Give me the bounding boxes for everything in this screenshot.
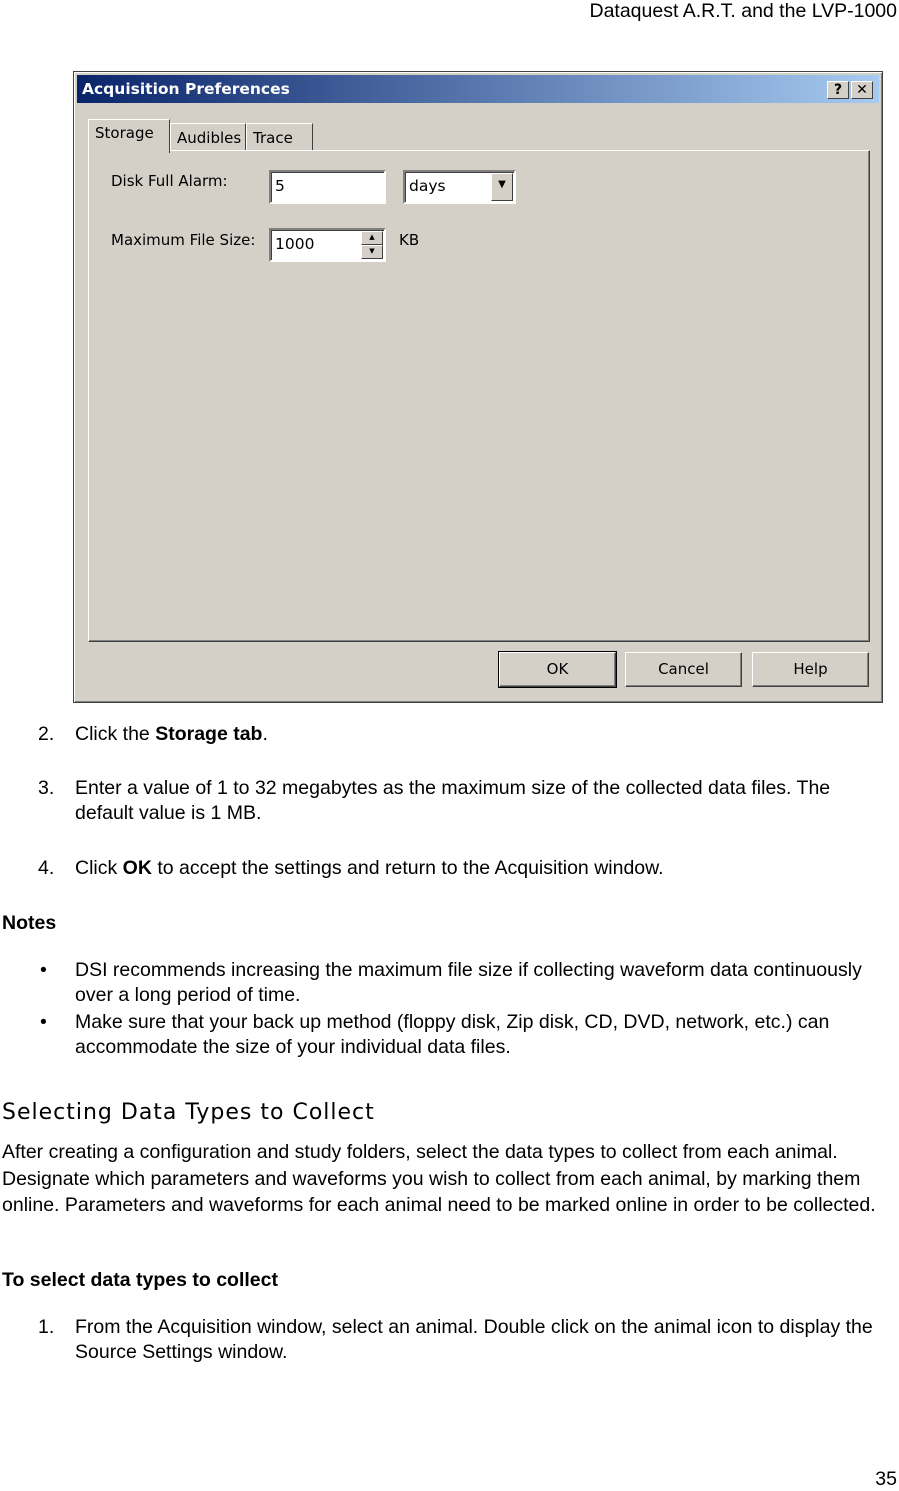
step-text-bold: Storage tab <box>155 723 263 745</box>
chevron-down-icon[interactable]: ▼ <box>491 173 513 201</box>
page-number: 35 <box>875 1468 897 1490</box>
help-button[interactable]: Help <box>752 652 869 687</box>
storage-panel <box>88 150 870 642</box>
spin-down-icon[interactable]: ▼ <box>361 245 383 259</box>
dialog-title: Acquisition Preferences <box>82 80 290 98</box>
tab-audibles[interactable]: Audibles <box>170 123 246 151</box>
acquisition-preferences-dialog <box>73 71 883 703</box>
step-number: 2. <box>38 723 55 745</box>
spin-control[interactable] <box>361 231 383 259</box>
step-text-post: . <box>262 723 268 745</box>
step-text: Enter a value of 1 to 32 megabytes as the maximum size of the collected data files. The default value is 1 MB. <box>75 777 831 824</box>
bullet-icon: • <box>40 959 47 981</box>
disk-full-alarm-unit-select[interactable] <box>403 170 516 204</box>
spin-up-icon[interactable]: ▲ <box>361 231 383 245</box>
dialog-titlebar <box>77 75 879 103</box>
step-text-pre: Click the <box>75 723 156 745</box>
step-text-pre: Click <box>75 857 123 879</box>
note-text: DSI recommends increasing the maximum file size if collecting waveform data continuously over a long period of time. <box>75 959 862 1006</box>
step-text-post: to accept the settings and return to the Acquisition window. <box>151 857 664 879</box>
bullet-icon: • <box>40 1011 47 1033</box>
step-number: 4. <box>38 857 55 879</box>
cancel-button[interactable]: Cancel <box>625 652 742 687</box>
tab-storage[interactable]: Storage <box>88 119 170 153</box>
section-paragraph: After creating a configuration and study folders, select the data types to collect from each animal. Designate which parameters and waveforms you wish to collect from each animal, by marking them online. Parameters and waveforms for each animal need to be marked online in order to be collected. <box>2 1141 876 1216</box>
close-button[interactable]: ✕ <box>851 81 873 99</box>
step-text <box>75 722 875 747</box>
ok-button[interactable]: OK <box>499 652 616 687</box>
disk-full-alarm-input[interactable]: 5 <box>269 170 386 204</box>
running-header: Dataquest A.R.T. and the LVP-1000 <box>589 0 897 22</box>
tab-trace[interactable]: Trace <box>246 123 313 151</box>
disk-full-alarm-label: Disk Full Alarm: <box>111 172 228 190</box>
section-title: Selecting Data Types to Collect <box>2 1100 375 1125</box>
max-file-size-unit: KB <box>399 231 420 249</box>
max-file-size-input[interactable] <box>269 228 386 262</box>
procedure-heading: To select data types to collect <box>2 1269 278 1291</box>
max-file-size-value: 1000 <box>275 235 315 253</box>
step-text <box>75 856 875 881</box>
step-text-bold: OK <box>122 857 152 879</box>
step-number: 3. <box>38 777 55 799</box>
note-text: Make sure that your back up method (floppy disk, Zip disk, CD, DVD, network, etc.) can accommodate the size of your individual data files. <box>75 1011 830 1058</box>
help-title-button[interactable]: ? <box>827 81 849 99</box>
step-number: 1. <box>38 1316 55 1338</box>
max-file-size-label: Maximum File Size: <box>111 231 256 249</box>
step-text: From the Acquisition window, select an animal. Double click on the animal icon to display the Source Settings window. <box>75 1316 873 1363</box>
disk-full-alarm-unit-value: days <box>409 177 446 195</box>
notes-heading: Notes <box>2 912 57 934</box>
